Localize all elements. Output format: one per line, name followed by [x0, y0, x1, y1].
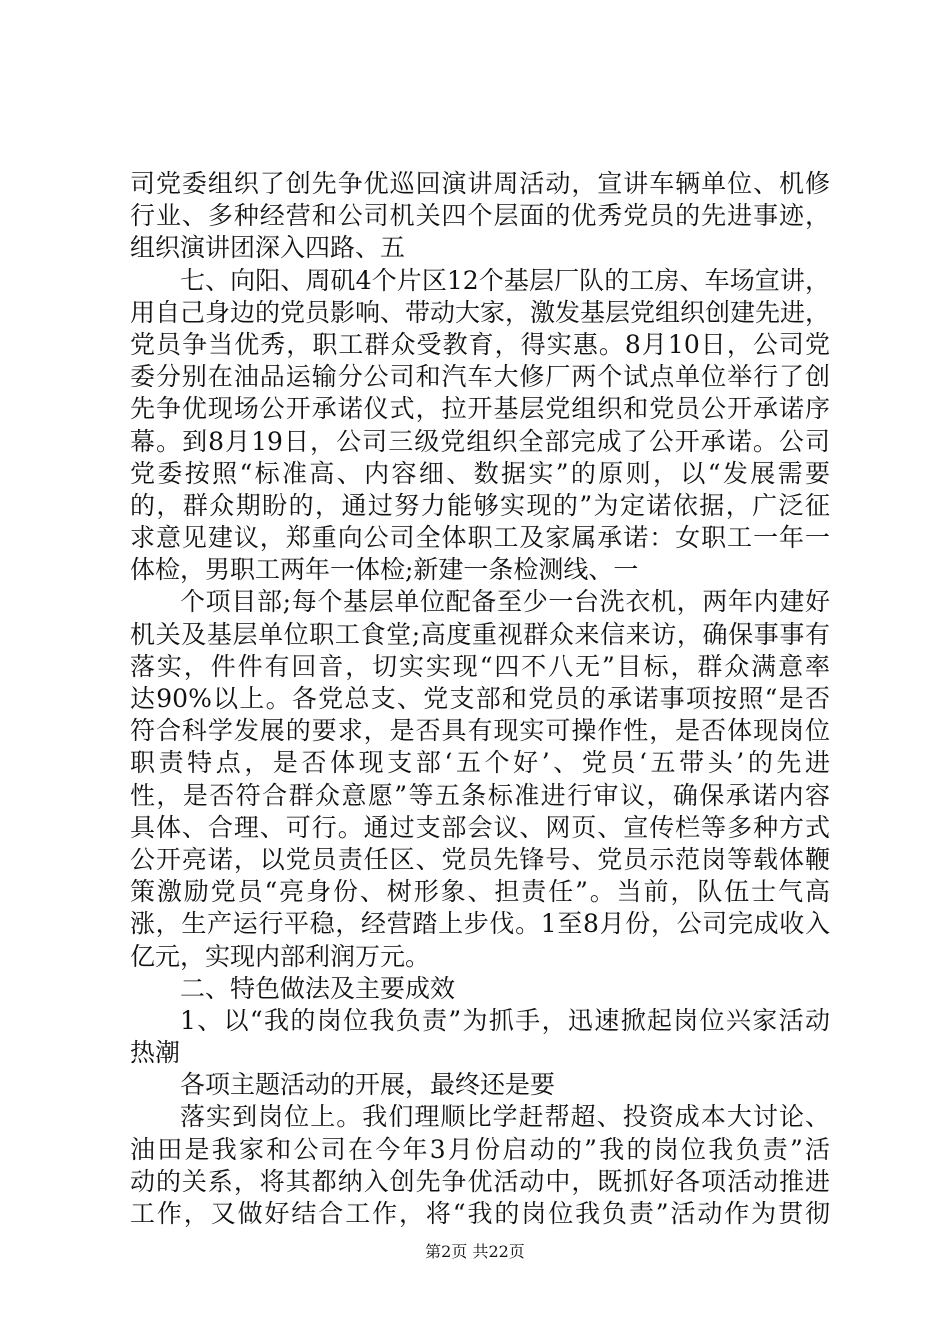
text-line: 求意见建议，郑重向公司全体职工及家属承诺：女职工一年一 [130, 523, 830, 553]
document-body [130, 168, 830, 1230]
text-line: 策激励党员“亮身份、树形象、担责任”。当前，队伍士气高 [130, 877, 830, 907]
text-line: 落实，件件有回音，切实实现“四不八无”目标，群众满意率 [130, 651, 830, 681]
text-line: 的，群众期盼的，通过努力能够实现的”为定诺依据，广泛征 [130, 490, 830, 520]
text-line: 动的关系，将其都纳入创先争优活动中，既抓好各项活动推进 [130, 1166, 830, 1196]
text-line: 落实到岗位上。我们理顺比学赶帮超、投资成本大讨论、 [180, 1102, 830, 1132]
text-line: 幕。到8月19日，公司三级党组织全部完成了公开承诺。公司 [130, 426, 830, 456]
text-line: 七、向阳、周矶4个片区12个基层厂队的工房、车场宣讲， [180, 265, 830, 295]
text-line: 具体、合理、可行。通过支部会议、网页、宣传栏等多种方式 [130, 812, 830, 842]
text-line: 个项目部;每个基层单位配备至少一台洗衣机，两年内建好 [180, 587, 830, 617]
page-number-footer: 第2页 共22页 [425, 1242, 525, 1261]
text-line: 党员争当优秀，职工群众受教育，得实惠。8月10日，公司党 [130, 329, 830, 359]
text-line: 党委按照“标准高、内容细、数据实”的原则，以“发展需要 [130, 458, 830, 488]
text-line: 亿元，实现内部利润万元。 [130, 941, 431, 971]
text-line: 用自己身边的党员影响、带动大家，激发基层党组织创建先进， [130, 297, 831, 327]
text-line: 委分别在油品运输分公司和汽车大修厂两个试点单位举行了创 [130, 362, 830, 392]
text-line: 1、以“我的岗位我负责”为抓手，迅速掀起岗位兴家活动 [180, 1005, 830, 1035]
text-line: 达90%以上。各党总支、党支部和党员的承诺事项按照“是否 [130, 684, 830, 713]
text-line: 机关及基层单位职工食堂;高度重视群众来信来访，确保事事有 [130, 619, 830, 649]
text-line: 二、特色做法及主要成效 [180, 973, 456, 1003]
text-line: 各项主题活动的开展，最终还是要 [180, 1070, 556, 1100]
text-line: 先争优现场公开承诺仪式，拉开基层党组织和党员公开承诺序 [130, 394, 830, 424]
text-line: 职责特点，是否体现支部‘五个好’、党员‘五带头’的先进 [130, 748, 830, 778]
text-line: 体检，男职工两年一体检;新建一条检测线、一 [130, 555, 639, 585]
text-line: 油田是我家和公司在今年3月份启动的”我的岗位我负责”活 [130, 1134, 830, 1164]
text-line: 组织演讲团深入四路、五 [130, 233, 406, 263]
text-line: 工作，又做好结合工作，将“我的岗位我负责”活动作为贯彻 [130, 1199, 830, 1228]
text-line: 符合科学发展的要求，是否具有现实可操作性，是否体现岗位 [130, 716, 830, 746]
text-line: 公开亮诺，以党员责任区、党员先锋号、党员示范岗等载体鞭 [130, 844, 830, 874]
text-line: 性，是否符合群众意愿”等五条标准进行审议，确保承诺内容 [130, 780, 830, 810]
text-line: 行业、多种经营和公司机关四个层面的优秀党员的先进事迹， [130, 201, 830, 231]
text-line: 司党委组织了创先争优巡回演讲周活动，宣讲车辆单位、机修 [130, 169, 830, 198]
text-line: 涨，生产运行平稳，经营踏上步伐。1至8月份，公司完成收入 [130, 909, 830, 939]
text-line: 热潮 [130, 1038, 181, 1068]
